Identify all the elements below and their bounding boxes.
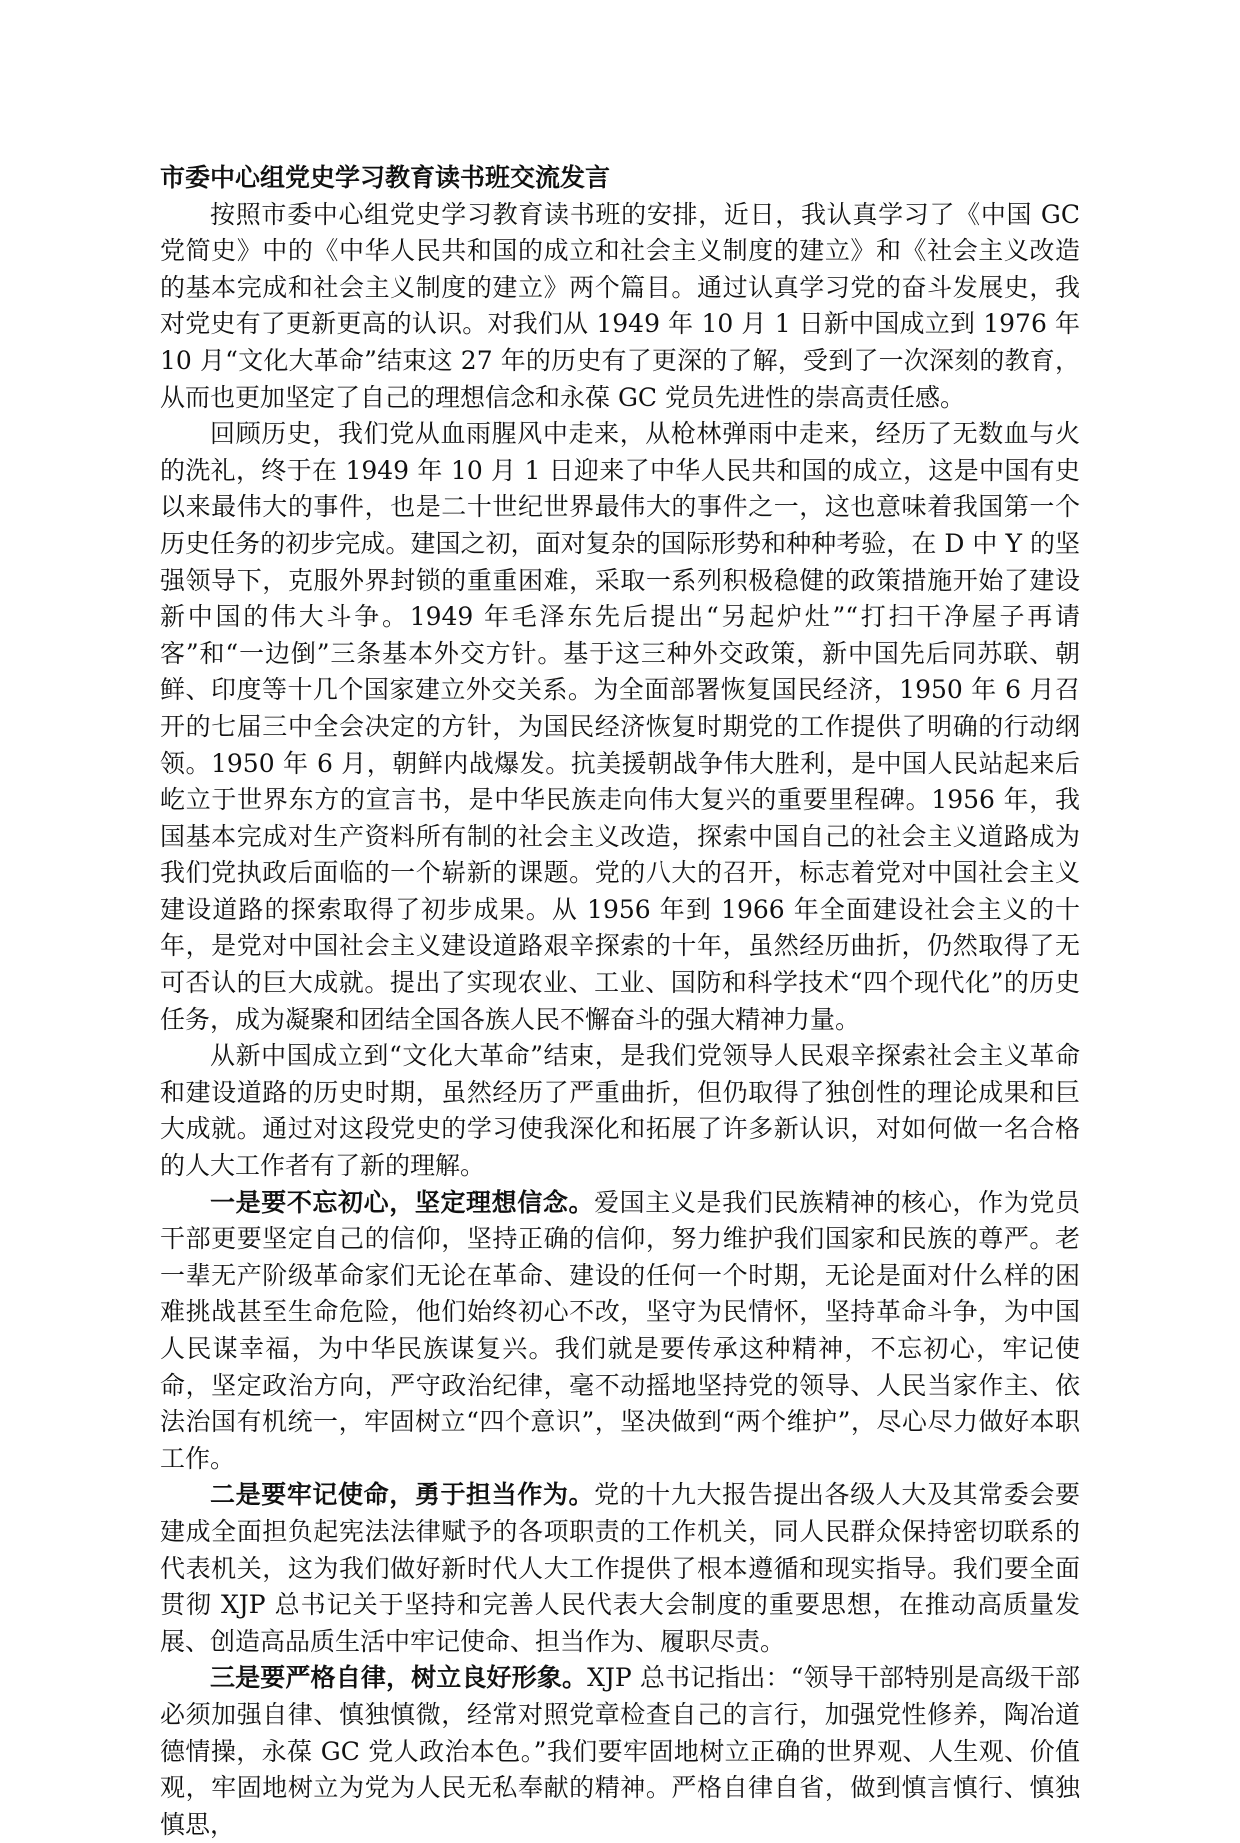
point-heading-1: 一是要不忘初心，坚定理想信念。 (210, 1187, 595, 1217)
paragraph-history-review: 回顾历史，我们党从血雨腥风中走来，从枪林弹雨中走来，经历了无数血与火的洗礼，终于在 1949 年 10 月 1 日迎来了中华人民共和国的成立，这是中国有史以来最伟大的事件，也是二十世纪世界最伟大的事件之一，这也意味着我国第一个历史任务的初步完成。建国之初，面对复杂的国际形势和种种考验，在 D 中 Y 的坚强领导下，克服外界封锁的重重困难，采取一系列积极稳健的政策措施开始了建设新中国的伟大斗争。1949 年毛泽东先后提出“另起炉灶”“打扫干净屋子再请客”和“一边倒”三条基本外交方针。基于这三种外交政策，新中国先后同苏联、朝鲜、印度等十几个国家建立外交关系。为全面部署恢复国民经济，1950 年 6 月召开的七届三中全会决定的方针，为国民经济恢复时期党的工作提供了明确的行动纲领。1950 年 6 月，朝鲜内战爆发。抗美援朝战争伟大胜利，是中国人民站起来后屹立于世界东方的宣言书，是中华民族走向伟大复兴的重要里程碑。1956 年，我国基本完成对生产资料所有制的社会主义改造，探索中国自己的社会主义道路成为我们党执政后面临的一个崭新的课题。党的八大的召开，标志着党对中国社会主义建设道路的探索取得了初步成果。从 1956 年到 1966 年全面建设社会主义的十年，是党对中国社会主义建设道路艰辛探索的十年，虽然经历曲折，仍然取得了无可否认的巨大成就。提出了实现农业、工业、国防和科学技术“四个现代化”的历史任务，成为凝聚和团结全国各族人民不懈奋斗的强大精神力量。 (160, 419, 1080, 1034)
point-text-3: XJP 总书记指出：“领导干部特别是高级干部必须加强自律、慎独慎微，经常对照党章检查自己的言行，加强党性修养，陶冶道德情操，永葆 GC 党人政治本色。”我们要牢固地树立正确的世界观、人生观、价值观，牢固地树立为党为人民无私奉献的精神。严格自律自省，做到慎言慎行、慎独慎思， (160, 1663, 1080, 1839)
point-text-2: 党的十九大报告提出各级人大及其常委会要建成全面担负起宪法法律赋予的各项职责的工作机关，同人民群众保持密切联系的代表机关，这为我们做好新时代人大工作提供了根本遵循和现实指导。我们要全面贯彻 XJP 总书记关于坚持和完善人民代表大会制度的重要思想，在推动高质量发展、创造高品质生活中牢记使命、担当作为、履职尽责。 (160, 1480, 1080, 1656)
document-title: 市委中心组党史学习教育读书班交流发言 (160, 163, 611, 192)
point-text-1: 爱国主义是我们民族精神的核心，作为党员干部更要坚定自己的信仰，坚持正确的信仰，努力维护我们国家和民族的尊严。老一辈无产阶级革命家们无论在革命、建设的任何一个时期，无论是面对什么样的困难挑战甚至生命危险，他们始终初心不改，坚守为民情怀，坚持革命斗争，为中国人民谋幸福，为中华民族谋复兴。我们就是要传承这种精神，不忘初心，牢记使命，坚定政治方向，严守政治纪律，毫不动摇地坚持党的领导、人民当家作主、依法治国有机统一，牢固树立“四个意识”，坚决做到“两个维护”，尽心尽力做好本职工作。 (160, 1187, 1080, 1473)
document-page (160, 160, 1080, 1843)
point-paragraph-2 (160, 1477, 1080, 1660)
point-heading-2: 二是要牢记使命，勇于担当作为。 (210, 1480, 595, 1510)
point-paragraph-3 (160, 1660, 1080, 1843)
paragraph-summary: 从新中国成立到“文化大革命”结束，是我们党领导人民艰辛探索社会主义革命和建设道路的历史时期，虽然经历了严重曲折，但仍取得了独创性的理论成果和巨大成就。通过对这段党史的学习使我深化和拓展了许多新认识，对如何做一名合格的人大工作者有了新的理解。 (160, 1041, 1080, 1181)
point-paragraph-1 (160, 1185, 1080, 1478)
point-heading-3: 三是要严格自律，树立良好形象。 (210, 1663, 588, 1693)
paragraph-intro: 按照市委中心组党史学习教育读书班的安排，近日，我认真学习了《中国 GC党简史》中的《中华人民共和国的成立和社会主义制度的建立》和《社会主义改造的基本完成和社会主义制度的建立》两个篇目。通过认真学习党的奋斗发展史，我对党史有了更新更高的认识。对我们从 1949 年 10 月 1 日新中国成立到 1976 年 10 月“文化大革命”结束这 27 年的历史有了更深的了解，受到了一次深刻的教育，从而也更加坚定了自己的理想信念和永葆 GC 党员先进性的崇高责任感。 (160, 199, 1080, 412)
